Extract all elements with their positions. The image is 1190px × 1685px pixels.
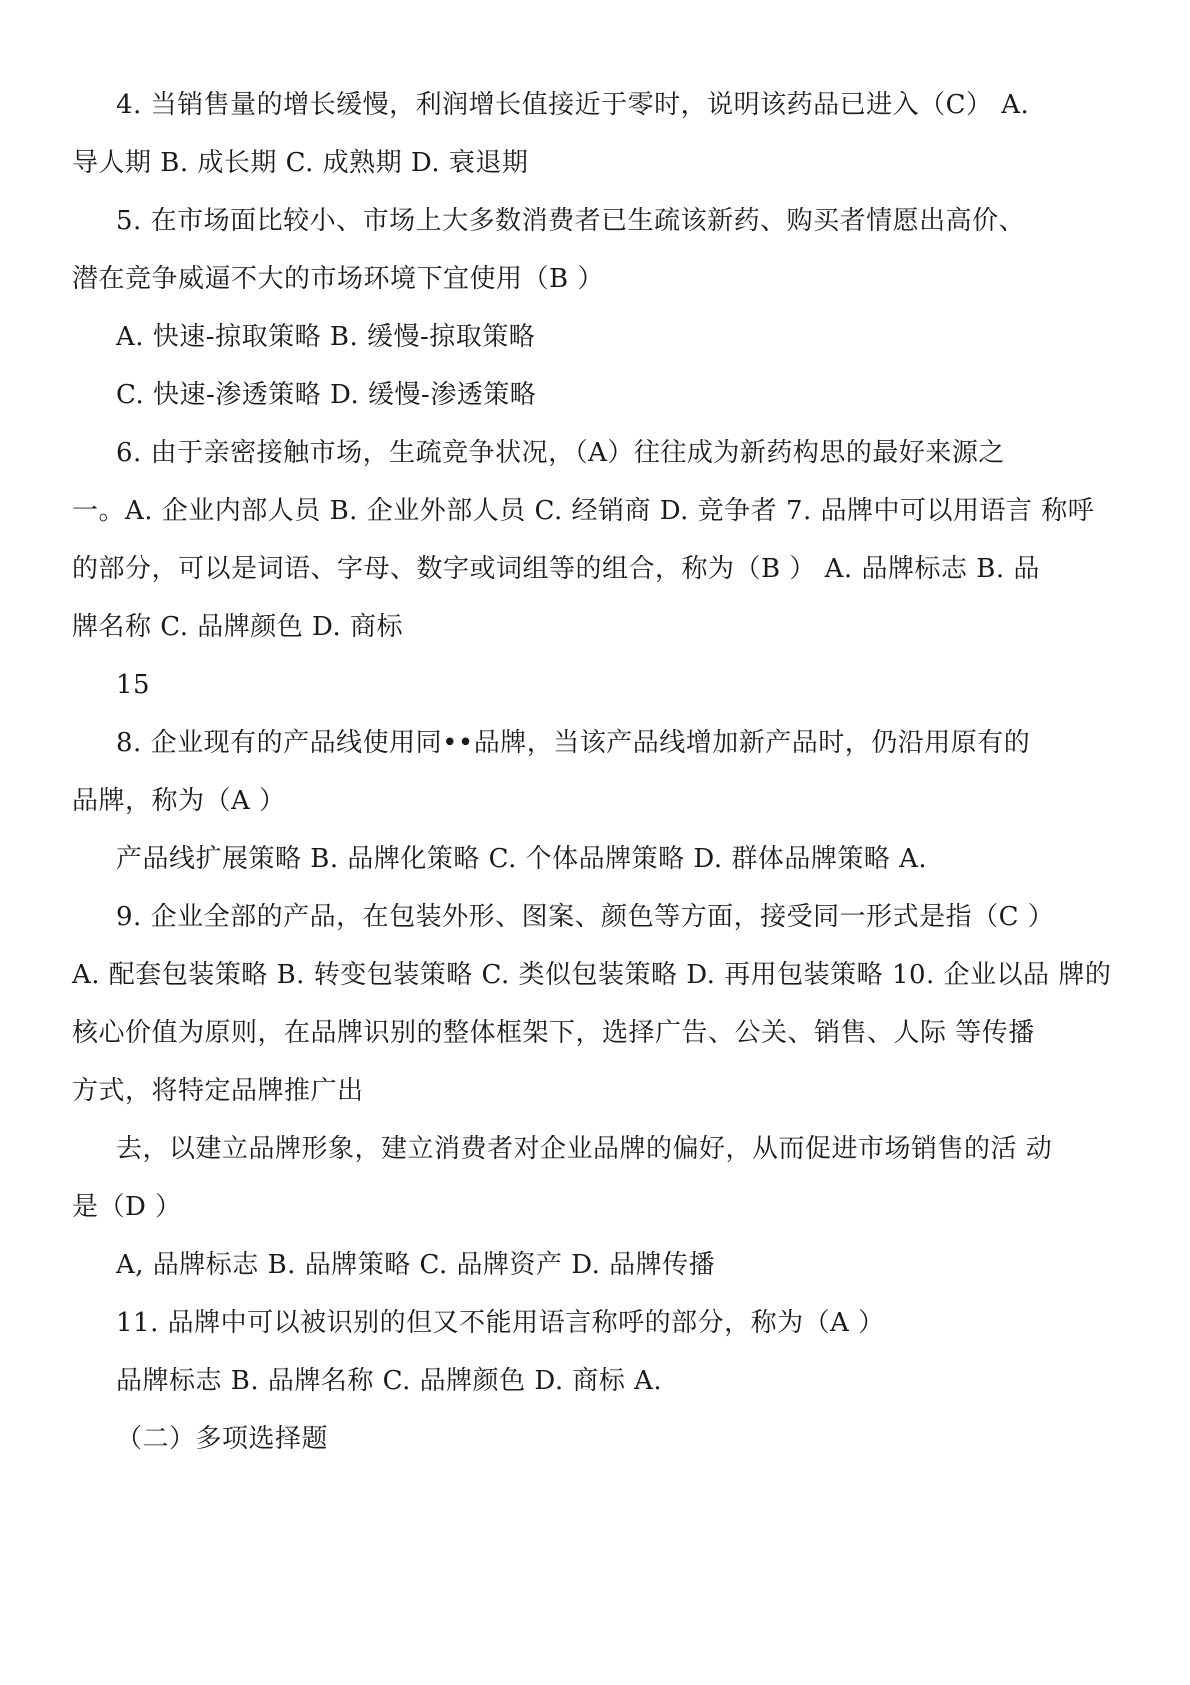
- question-11-options: 品牌标志 B. 品牌名称 C. 品牌颜色 D. 商标 A.: [116, 1366, 663, 1396]
- question-7-line-2: 的部分，可以是词语、字母、数字或词组等的组合，称为（B ） A. 品牌标志 B. 品: [72, 554, 1040, 584]
- question-7-line-3: 牌名称 C. 品牌颜色 D. 商标: [72, 612, 403, 642]
- question-8-line-1: 8. 企业现有的产品线使用同••品牌，当该产品线增加新产品时，仍沿用原有的: [116, 728, 1031, 758]
- question-5-line-2: 潜在竞争威逼不大的市场环境下宜使用（B ）: [72, 264, 604, 294]
- question-9-options: A. 配套包装策略 B. 转变包装策略 C. 类似包装策略 D. 再用包装策略 10. 企业以品 牌的: [72, 960, 1112, 990]
- question-10-line-2: 核心价值为原则，在品牌识别的整体框架下，选择广告、公关、销售、人际 等传播: [72, 1018, 1035, 1048]
- question-8-options: 产品线扩展策略 B. 品牌化策略 C. 个体品牌策略 D. 群体品牌策略 A.: [116, 844, 928, 874]
- question-9-line-1: 9. 企业全部的产品，在包装外形、图案、颜色等方面，接受同一形式是指（C ）: [116, 902, 1055, 932]
- question-5-options-ab: A. 快速-掠取策略 B. 缓慢-掠取策略: [116, 322, 536, 352]
- section-heading: （二）多项选择题: [116, 1424, 329, 1454]
- question-4-line-1: 4. 当销售量的增长缓慢，利润增长值接近于零时，说明该药品已进入（C） A.: [116, 90, 1030, 120]
- page-number: 15: [116, 670, 151, 700]
- question-6-line-1: 6. 由于亲密接触市场，生疏竞争状况，（A）往往成为新药构思的最好来源之: [116, 438, 1005, 468]
- question-10-line-5: 是（D ）: [72, 1192, 182, 1222]
- question-4-line-2: 导人期 B. 成长期 C. 成熟期 D. 衰退期: [72, 148, 529, 178]
- question-8-line-2: 品牌，称为（A ）: [72, 786, 286, 816]
- question-10-options: A, 品牌标志 B. 品牌策略 C. 品牌资产 D. 品牌传播: [116, 1250, 716, 1280]
- question-6-line-2: 一。A. 企业内部人员 B. 企业外部人员 C. 经销商 D. 竞争者 7. 品牌中可以用语言 称呼: [72, 496, 1095, 526]
- question-5-options-cd: C. 快速-渗透策略 D. 缓慢-渗透策略: [116, 380, 537, 410]
- question-5-line-1: 5. 在市场面比较小、市场上大多数消费者已生疏该新药、购买者情愿出高价、: [116, 206, 1026, 236]
- question-10-line-3: 方式，将特定品牌推广出: [72, 1076, 364, 1106]
- question-10-line-4: 去，以建立品牌形象，建立消费者对企业品牌的偏好，从而促进市场销售的活 动: [116, 1134, 1053, 1164]
- question-11-line-1: 11. 品牌中可以被识别的但又不能用语言称呼的部分，称为（A ）: [116, 1308, 885, 1338]
